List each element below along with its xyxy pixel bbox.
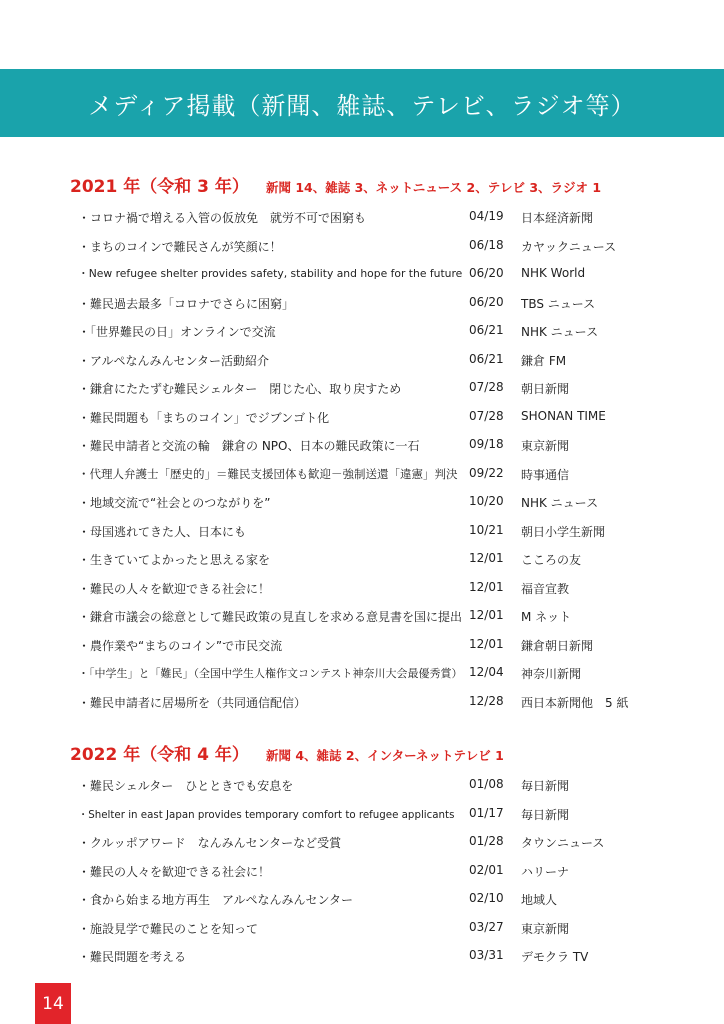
entry-source: NHK ニュース: [521, 325, 599, 339]
entry-date: 03/27: [469, 919, 504, 934]
entry-date: 02/01: [469, 862, 504, 877]
entry-date: 09/18: [469, 437, 504, 451]
entry-date: 12/01: [469, 579, 504, 594]
entry-title: ・難民申請者に居場所を（共同通信配信）: [78, 695, 307, 710]
entry-title: ・難民の人々を歓迎できる社会に！: [78, 864, 271, 879]
media-entry: [0, 348, 724, 377]
entry-source: カヤックニュース: [521, 239, 617, 254]
entry-source: 日本経済新聞: [521, 211, 594, 225]
entry-date: 06/20: [469, 294, 504, 309]
entry-source: 神奈川新聞: [521, 667, 582, 681]
media-entry: [0, 830, 724, 859]
entry-source: 東京新聞: [521, 921, 570, 936]
media-entry: [0, 916, 724, 945]
page-title: メディア掲載（新聞、雑誌、テレビ、ラジオ等）: [88, 91, 636, 120]
entry-title: ・鎌倉市議会の総意として難民政策の見直しを求める意見書を国に提出: [78, 610, 463, 624]
entry-source: 時事通信: [521, 467, 570, 482]
entry-title: ・難民過去最多「コロナでさらに困窮」: [78, 296, 295, 311]
entry-title: ・Shelter in east Japan provides temporary comfort to refugee applicants: [78, 808, 455, 821]
entry-title: ・クルッポアワード なんみんセンターなど受賞: [78, 836, 342, 850]
media-entry: [0, 319, 724, 348]
entry-date: 07/28: [469, 380, 504, 394]
entry-title: ・難民シェルター ひとときでも安息を: [78, 779, 294, 793]
entry-date: 03/31: [469, 948, 504, 962]
entry-title: ・施設見学で難民のことを知って: [78, 921, 259, 936]
entry-date: 06/21: [469, 351, 504, 366]
entry-date: 04/19: [469, 209, 504, 223]
entry-title: ・「世界難民の日」オンラインで交流: [78, 325, 276, 339]
section-year: 2021 年（令和 3 年）: [70, 177, 249, 197]
entry-date: 09/22: [469, 465, 504, 480]
media-entry: [0, 690, 724, 719]
entry-title: ・難民問題も「まちのコイン」でジブンゴト化: [78, 410, 330, 425]
entry-title: ・難民の人々を歓迎できる社会に！: [78, 581, 271, 596]
media-entry: [0, 604, 724, 633]
media-entry: [0, 661, 724, 690]
page-header-banner: [0, 69, 724, 137]
media-entry: [0, 205, 724, 234]
media-entry: [0, 547, 724, 576]
entry-title: ・まちのコインで難民さんが笑顔に！: [78, 239, 282, 254]
media-entry: [0, 291, 724, 320]
entry-title: ・アルペなんみんセンター活動紹介: [78, 353, 270, 368]
entry-date: 01/08: [469, 777, 504, 791]
entry-source: M ネット: [521, 610, 572, 624]
media-entry: [0, 519, 724, 548]
entry-source: 西日本新聞他 5 紙: [521, 695, 629, 710]
entry-source: ハリーナ: [521, 864, 570, 879]
entry-source: SHONAN TIME: [521, 408, 606, 423]
entry-date: 12/01: [469, 608, 504, 622]
entry-source: 地域人: [521, 893, 558, 907]
entry-date: 12/04: [469, 665, 504, 679]
media-entry: [0, 944, 724, 973]
entry-date: 01/28: [469, 834, 504, 848]
entry-source: 毎日新聞: [521, 807, 570, 822]
section-heading: [70, 740, 504, 765]
media-entry: [0, 887, 724, 916]
media-entry: [0, 462, 724, 491]
entry-source: TBS ニュース: [521, 296, 596, 311]
entry-date: 02/10: [469, 891, 504, 905]
entry-source: 東京新聞: [521, 439, 570, 453]
entry-source: 福音宣教: [521, 581, 570, 596]
media-entry: [0, 490, 724, 519]
section-heading: [70, 172, 601, 197]
entry-title: ・難民問題を考える: [78, 950, 187, 964]
media-entry: [0, 376, 724, 405]
entry-source: 毎日新聞: [521, 779, 570, 793]
entry-source: NHK ニュース: [521, 496, 599, 510]
entry-source: 鎌倉 FM: [521, 353, 567, 368]
media-entry: [0, 859, 724, 888]
media-entry: [0, 405, 724, 434]
entry-source: デモクラ TV: [521, 950, 589, 964]
entry-title: ・食から始まる地方再生 アルペなんみんセンター: [78, 893, 354, 907]
entry-date: 06/21: [469, 323, 504, 337]
entry-date: 12/28: [469, 693, 504, 708]
entry-title: ・地域交流で“社会とのつながりを”: [78, 496, 271, 510]
entry-date: 06/20: [469, 266, 504, 280]
entry-title: ・「中学生」と「難民」（全国中学生人権作文コンテスト神奈川大会最優秀賞）: [78, 667, 463, 680]
entry-source: こころの友: [521, 553, 582, 567]
media-entry: [0, 802, 724, 831]
media-entry: [0, 234, 724, 263]
section-summary: 新聞 14、雑誌 3、ネットニュース 2、テレビ 3、ラジオ 1: [266, 180, 602, 195]
media-list-2021: [0, 205, 724, 718]
section-year: 2022 年（令和 4 年）: [70, 745, 249, 765]
entry-date: 10/21: [469, 522, 504, 537]
entry-source: NHK World: [521, 266, 586, 280]
entry-source: 朝日新聞: [521, 382, 570, 396]
entry-title: ・代理人弁護士「歴史的」＝難民支援団体も歓迎－強制送還「違憲」判決: [78, 466, 458, 481]
page-number-text: 14: [42, 993, 64, 1014]
entry-title: ・鎌倉にたたずむ難民シェルター 閉じた心、取り戻すため: [78, 382, 402, 396]
entry-title: ・生きていてよかったと思える家を: [78, 553, 271, 567]
entry-date: 01/17: [469, 805, 504, 820]
section-summary: 新聞 4、雑誌 2、インターネットテレビ 1: [266, 748, 504, 763]
entry-source: タウンニュース: [521, 836, 605, 850]
entry-date: 07/28: [469, 408, 504, 423]
media-entry: [0, 633, 724, 662]
entry-source: 朝日小学生新聞: [521, 524, 606, 539]
entry-date: 06/18: [469, 237, 504, 252]
entry-title: ・コロナ禍で増える入管の仮放免 就労不可で困窮も: [78, 211, 367, 225]
media-entry: [0, 433, 724, 462]
media-entry: [0, 262, 724, 291]
entry-date: 12/01: [469, 636, 504, 651]
entry-title: ・母国逃れてきた人、日本にも: [78, 524, 247, 539]
entry-source: 鎌倉朝日新聞: [521, 638, 594, 653]
media-entry: [0, 576, 724, 605]
media-list-2022: [0, 773, 724, 973]
entry-title: ・農作業や“まちのコイン”で市民交流: [78, 638, 283, 653]
entry-title: ・難民申請者と交流の輪 鎌倉の NPO、日本の難民政策に一石: [78, 439, 420, 453]
media-entry: [0, 773, 724, 802]
entry-title: ・New refugee shelter provides safety, stability and hope for the future: [78, 267, 463, 280]
entry-date: 10/20: [469, 494, 504, 508]
entry-date: 12/01: [469, 551, 504, 565]
page-number: [35, 983, 71, 1024]
